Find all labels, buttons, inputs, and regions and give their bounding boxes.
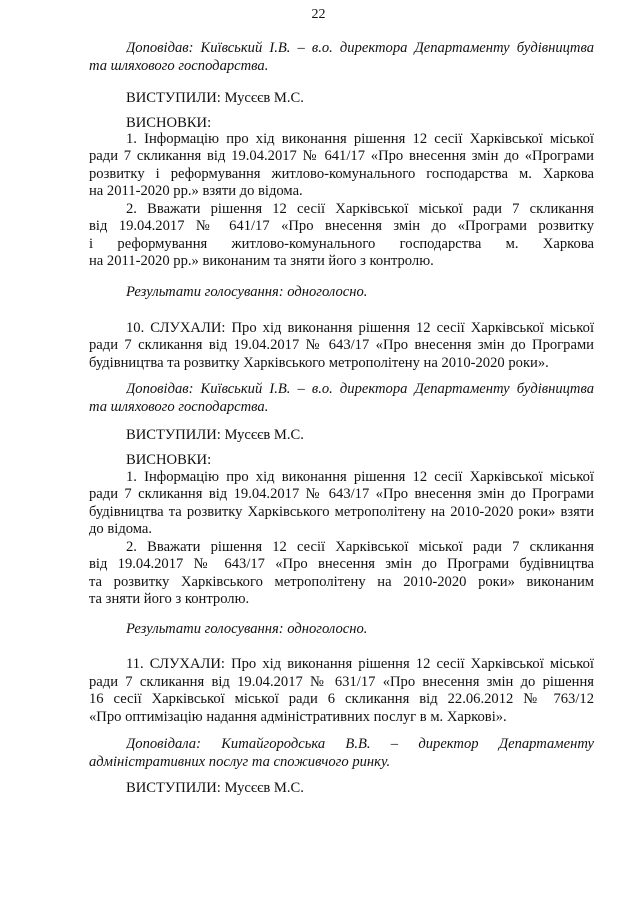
text-line: ради 7 скликання від 19.04.2017 № 631/17 «Про внесення змін до рішення (89, 674, 594, 690)
text-line: 11. СЛУХАЛИ: Про хід виконання рішення 12 сесії Харківської міської (126, 656, 594, 672)
text-line: 2. Вважати рішення 12 сесії Харківської міської ради 7 скликання (126, 201, 594, 217)
vote-result: Результати голосування: одноголосно. (126, 621, 368, 637)
text-line: будівництва та розвитку Харківського метрополітену на 2010-2020 роки» взяти (89, 504, 594, 520)
conclusions-heading: ВИСНОВКИ: (126, 115, 212, 131)
speaker-line: Доповідав: Київський І.В. – в.о. директора Департаменту будівництва (126, 381, 594, 397)
text-line: ради 7 скликання від 19.04.2017 № 643/17 «Про внесення змін до Програми (89, 486, 594, 502)
text-line: 2. Вважати рішення 12 сесії Харківської міської ради 7 скликання (126, 539, 594, 555)
text-line: 1. Інформацію про хід виконання рішення 12 сесії Харківської міської (126, 131, 594, 147)
text-line: 1. Інформацію про хід виконання рішення 12 сесії Харківської міської (126, 469, 594, 485)
text-line: ради 7 скликання від 19.04.2017 № 641/17 «Про внесення змін до «Програми (89, 148, 594, 164)
speakers-line: ВИСТУПИЛИ: Мусєєв М.С. (126, 780, 304, 796)
text-line: ради 7 скликання від 19.04.2017 № 643/17 «Про внесення змін до Програми (89, 337, 594, 353)
text-line: на 2011-2020 рр.» виконаним та зняти його з контролю. (89, 253, 434, 269)
speakers-line: ВИСТУПИЛИ: Мусєєв М.С. (126, 90, 304, 106)
text-line: та зняти його з контролю. (89, 591, 250, 607)
speaker-line: Доповідала: Китайгородська В.В. – директор Департаменту (126, 736, 594, 752)
text-line: від 19.04.2017 № 641/17 «Про внесення змін до «Програми розвитку (89, 218, 594, 234)
text-line: 16 сесії Харківської міської ради 6 скликання від 22.06.2012 № 763/12 (89, 691, 594, 707)
text-line: на 2011-2020 рр.» взяти до відома. (89, 183, 303, 199)
text-line: «Про оптимізацію надання адміністративних послуг в м. Харкові». (89, 709, 507, 725)
conclusions-heading: ВИСНОВКИ: (126, 452, 212, 468)
text-line: до відома. (89, 521, 153, 537)
speaker-line: та шляхового господарства. (89, 58, 269, 74)
speaker-line: Доповідав: Київський І.В. – в.о. директора Департаменту будівництва (126, 40, 594, 56)
page-number: 22 (311, 7, 326, 22)
text-line: і реформування житлово-комунального господарства м. Харкова (89, 236, 594, 252)
speaker-line: адміністративних послуг та споживчого ринку. (89, 754, 391, 770)
text-line: 10. СЛУХАЛИ: Про хід виконання рішення 12 сесії Харківської міської (126, 320, 594, 336)
text-line: від 19.04.2017 № 643/17 «Про внесення змін до Програми будівництва (89, 556, 594, 572)
vote-result: Результати голосування: одноголосно. (126, 284, 368, 300)
speakers-line: ВИСТУПИЛИ: Мусєєв М.С. (126, 427, 304, 443)
text-line: будівництва та розвитку Харківського метрополітену на 2010-2020 роки». (89, 355, 549, 371)
text-line: розвитку і реформування житлово-комунального господарства м. Харкова (89, 166, 594, 182)
speaker-line: та шляхового господарства. (89, 399, 269, 415)
text-line: та розвитку Харківського метрополітену на 2010-2020 роки» виконаним (89, 574, 594, 590)
